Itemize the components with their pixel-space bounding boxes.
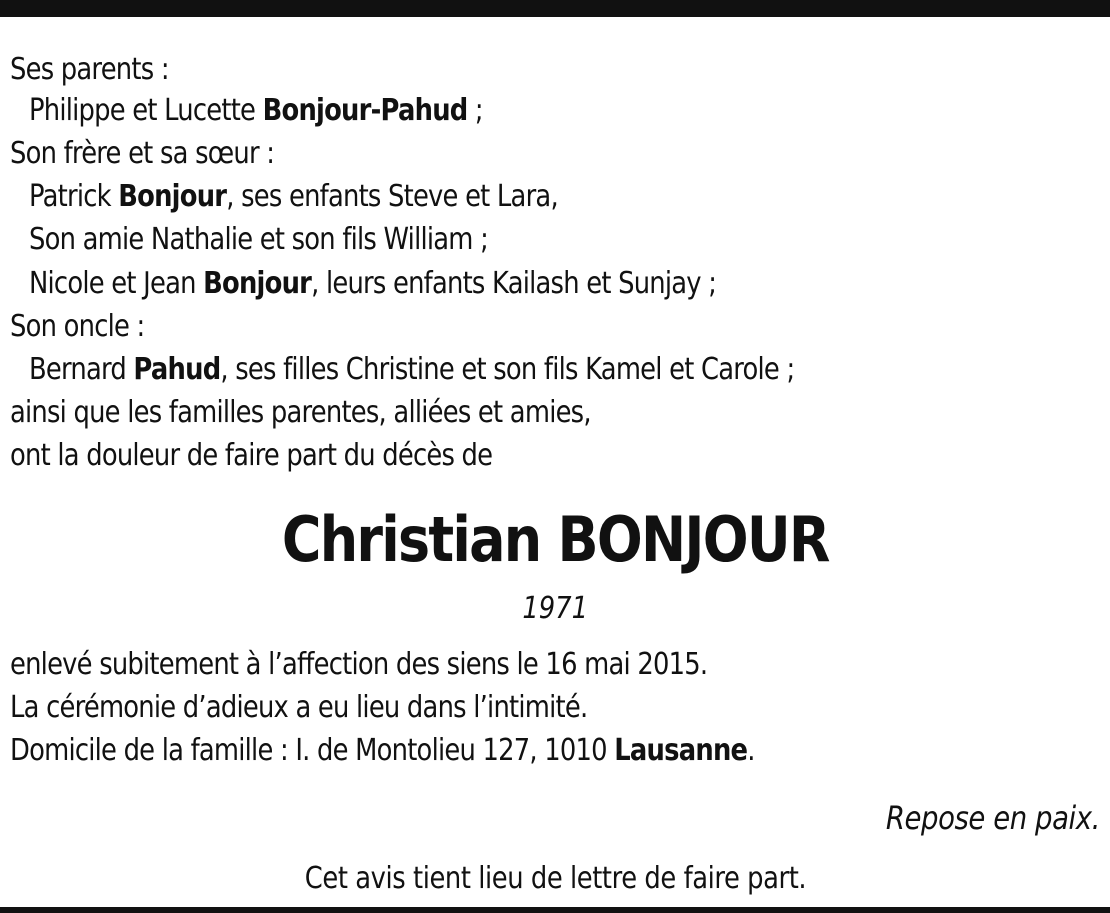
sibling1-prefix: Patrick	[29, 179, 119, 214]
families-line: ainsi que les familles parentes, alliées et amies,	[10, 395, 591, 430]
closing-note-text: Cet avis tient lieu de lettre de faire part.	[304, 861, 806, 896]
top-border-rule	[0, 0, 1110, 17]
parents-line	[29, 91, 483, 131]
uncle-line	[29, 350, 794, 390]
sibling2-suffix: , leurs enfants Kailash et Sunjay ;	[311, 266, 717, 301]
birth-year	[0, 589, 1110, 629]
parents-surname: Bonjour-Pahud	[262, 93, 468, 128]
sibling1-partner-line: Son amie Nathalie et son fils William ;	[29, 222, 488, 257]
sibling2-surname: Bonjour	[203, 266, 312, 301]
parents-heading: Ses parents :	[10, 52, 169, 87]
uncle-heading: Son oncle :	[10, 309, 145, 344]
domicile-suffix: .	[747, 733, 755, 768]
rest-in-peace-text: Repose en paix.	[885, 799, 1100, 837]
domicile-prefix: Domicile de la famille : I. de Montolieu 127, 1010	[10, 733, 615, 768]
intro-line: ont la douleur de faire part du décès de	[10, 438, 493, 473]
sibling1-surname: Bonjour	[118, 179, 227, 214]
deceased-name-text: Christian BONJOUR	[281, 503, 829, 576]
rest-in-peace	[851, 797, 1100, 839]
deceased-name	[0, 503, 1110, 577]
parents-names: Philippe et Lucette	[29, 93, 263, 128]
ceremony-line: La cérémonie d’adieux a eu lieu dans l’intimité.	[10, 690, 588, 725]
siblings-heading: Son frère et sa sœur :	[10, 136, 275, 171]
uncle-surname: Pahud	[133, 352, 221, 387]
death-line: enlevé subitement à l’affection des siens le 16 mai 2015.	[10, 647, 708, 682]
uncle-suffix: , ses filles Christine et son fils Kamel et Carole ;	[220, 352, 795, 387]
sibling1-line	[29, 177, 558, 217]
uncle-prefix: Bernard	[29, 352, 134, 387]
domicile-line	[10, 731, 755, 771]
birth-year-text: 1971	[522, 591, 588, 626]
sibling2-line	[29, 264, 716, 304]
sibling1-suffix: , ses enfants Steve et Lara,	[226, 179, 558, 214]
bottom-border-rule	[0, 907, 1110, 913]
sibling2-prefix: Nicole et Jean	[29, 266, 204, 301]
parents-suffix: ;	[467, 93, 483, 128]
closing-note	[0, 859, 1110, 899]
domicile-city: Lausanne	[614, 733, 748, 768]
